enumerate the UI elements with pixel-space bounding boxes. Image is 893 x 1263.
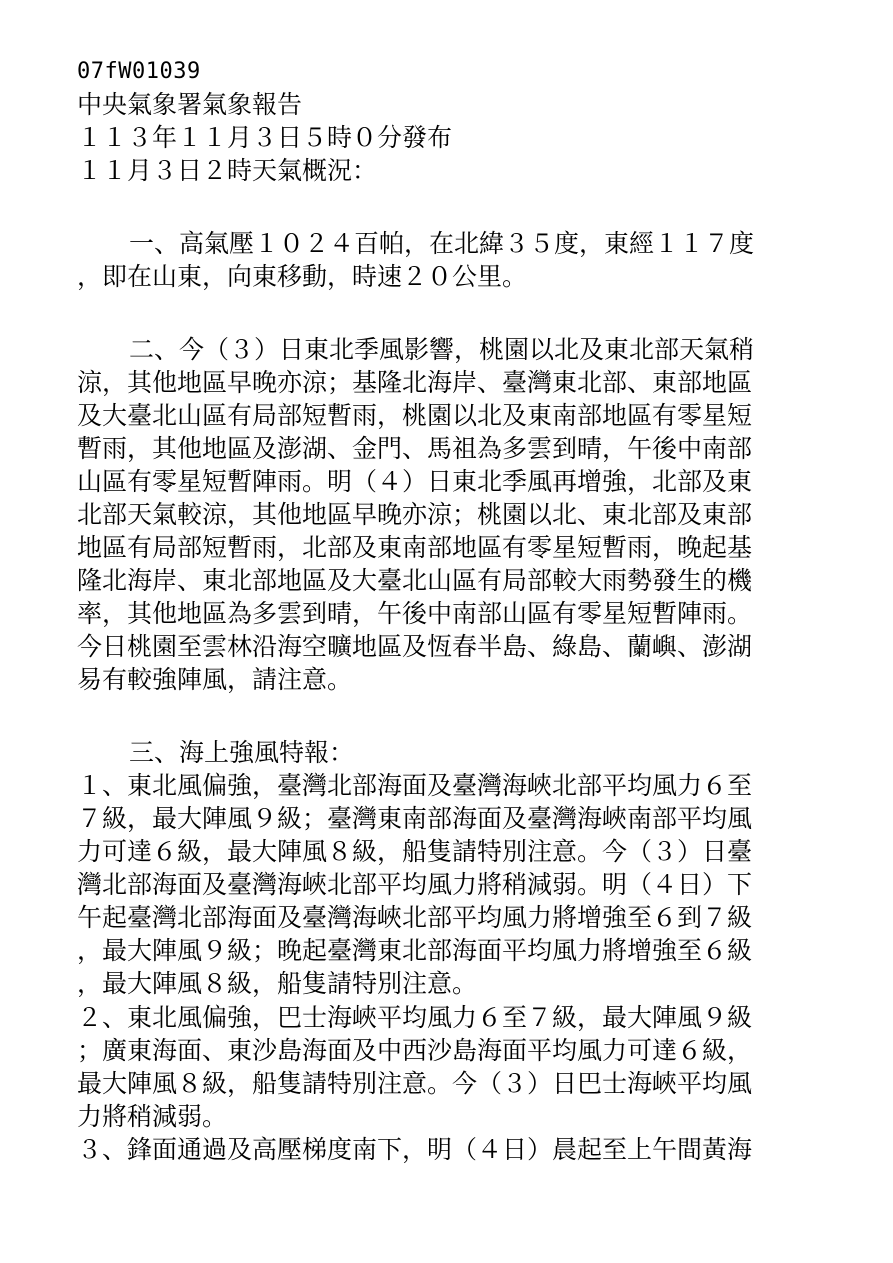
section2-line: 北部天氣較涼，其他地區早晚亦涼；桃園以北、東北部及東部 xyxy=(77,500,753,529)
section2-line: 地區有局部短暫雨，北部及東南部地區有零星短暫雨，晚起基 xyxy=(77,533,753,562)
overview-title: １１月３日２時天氣概況： xyxy=(77,156,378,185)
section2-line: 率，其他地區為多雲到晴，午後中南部山區有零星短暫陣雨。 xyxy=(77,599,753,628)
section3-line: 力將稍減弱。 xyxy=(77,1102,228,1131)
section2-line: 及大臺北山區有局部短暫雨，桃園以北及東南部地區有零星短 xyxy=(77,401,753,430)
section2-line: 今日桃園至雲林沿海空曠地區及恆春半島、綠島、蘭嶼、澎湖 xyxy=(77,632,753,661)
section3-line: ；廣東海面、東沙島海面及中西沙島海面平均風力可達６級， xyxy=(77,1036,753,1065)
section3-line: 灣北部海面及臺灣海峽北部平均風力將稍減弱。明（４日）下 xyxy=(77,870,753,899)
section1-line: 一、高氣壓１０２４百帕，在北緯３５度，東經１１７度 xyxy=(129,229,755,258)
section2-line: 山區有零星短暫陣雨。明（４）日東北季風再增強，北部及東 xyxy=(77,467,753,496)
issue-time: １１３年１１月３日５時０分發布 xyxy=(77,123,453,152)
section3-line: 最大陣風８級，船隻請特別注意。今（３）日巴士海峽平均風 xyxy=(77,1069,753,1098)
agency-title: 中央氣象署氣象報告 xyxy=(77,90,303,119)
section3-line: ３、鋒面通過及高壓梯度南下，明（４日）晨起至上午間黃海 xyxy=(77,1135,753,1164)
section3-line: ２、東北風偏強，巴士海峽平均風力６至７級，最大陣風９級 xyxy=(77,1003,753,1032)
section3-line: ，最大陣風８級，船隻請特別注意。 xyxy=(77,969,478,998)
section3-line: 午起臺灣北部海面及臺灣海峽北部平均風力將增強至６到７級 xyxy=(77,903,753,932)
section3-line: ７級，最大陣風９級；臺灣東南部海面及臺灣海峽南部平均風 xyxy=(77,804,753,833)
section2-line: 涼，其他地區早晚亦涼；基隆北海岸、臺灣東北部、東部地區 xyxy=(77,368,753,397)
section2-line: 暫雨，其他地區及澎湖、金門、馬祖為多雲到晴，午後中南部 xyxy=(77,434,753,463)
section3-title: 三、海上強風特報： xyxy=(129,738,355,767)
section2-line: 隆北海岸、東北部地區及大臺北山區有局部較大雨勢發生的機 xyxy=(77,566,753,595)
section1-line: ，即在山東，向東移動，時速２０公里。 xyxy=(77,262,528,291)
document-id: 07fW01039 xyxy=(77,59,201,84)
section2-line: 易有較強陣風，請注意。 xyxy=(77,665,353,694)
section3-line: １、東北風偏強，臺灣北部海面及臺灣海峽北部平均風力６至 xyxy=(77,771,753,800)
section3-line: 力可達６級，最大陣風８級，船隻請特別注意。今（３）日臺 xyxy=(77,837,753,866)
section2-line: 二、今（３）日東北季風影響，桃園以北及東北部天氣稍 xyxy=(129,335,755,364)
section3-line: ，最大陣風９級；晚起臺灣東北部海面平均風力將增強至６級 xyxy=(77,936,753,965)
